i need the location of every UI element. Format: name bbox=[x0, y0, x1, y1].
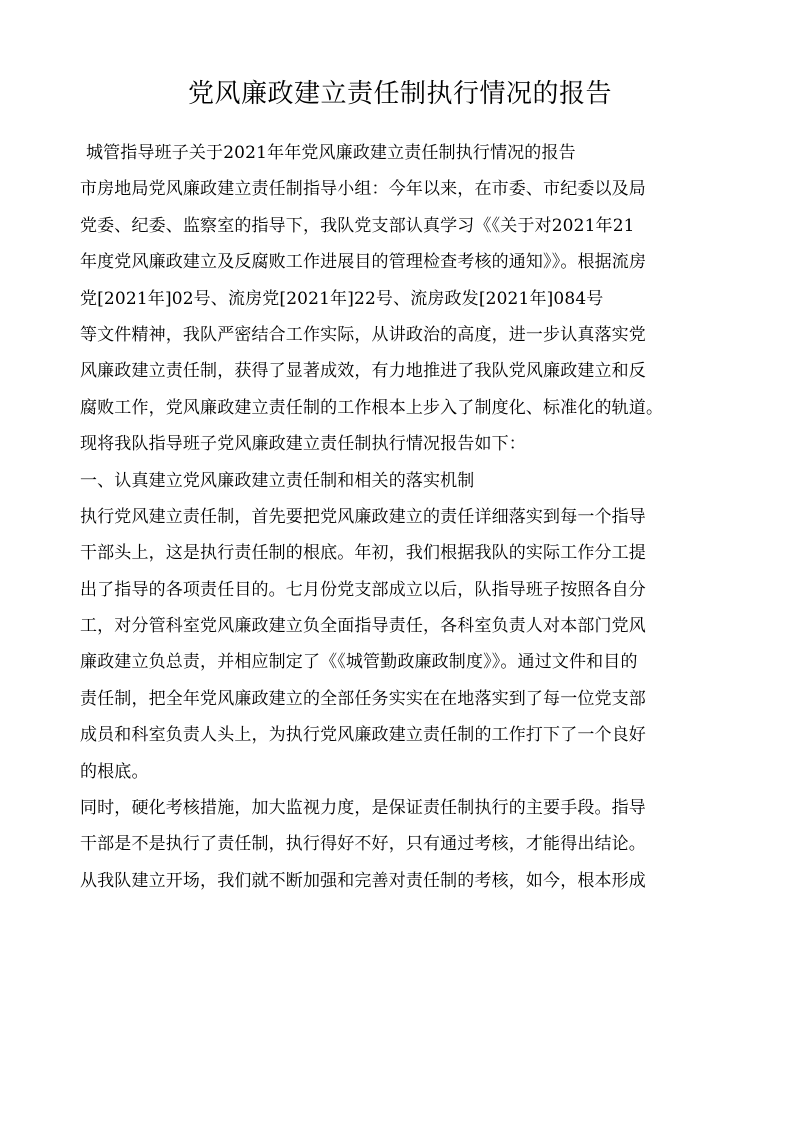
report-subtitle: 城管指导班子关于2021年年党风廉政建立责任制执行情况的报告 bbox=[86, 143, 576, 163]
body-line: 党[2021年]02号、流房党[2021年]22号、流房政发[2021年]084号 bbox=[80, 288, 604, 309]
body-line: 从我队建立开场，我们就不断加强和完善对责任制的考核，如今，根本形成 bbox=[80, 870, 646, 891]
body-line: 腐败工作，党风廉政建立责任制的工作根本上步入了制度化、标准化的轨道。 bbox=[80, 397, 664, 418]
document-body bbox=[80, 135, 720, 899]
body-line: 责任制，把全年党风廉政建立的全部任务实实在在地落实到了每一位党支部 bbox=[80, 688, 646, 709]
body-line: 干部是不是执行了责任制，执行得好不好，只有通过考核，才能得出结论。 bbox=[80, 834, 646, 855]
body-line: 成员和科室负责人头上，为执行党风廉政建立责任制的工作打下了一个良好 bbox=[80, 725, 646, 746]
body-line: 市房地局党风廉政建立责任制指导小组：今年以来，在市委、市纪委以及局 bbox=[80, 179, 646, 200]
body-line: 廉政建立负总责，并相应制定了《《城管勤政廉政制度》》。通过文件和目的 bbox=[80, 652, 638, 673]
body-line: 工，对分管科室党风廉政建立负全面指导责任，各科室负责人对本部门党风 bbox=[80, 616, 646, 637]
body-line: 执行党风建立责任制，首先要把党风廉政建立的责任详细落实到每一个指导 bbox=[80, 506, 646, 527]
body-line: 等文件精神，我队严密结合工作实际，从讲政治的高度，进一步认真落实党 bbox=[80, 324, 646, 345]
document-title: 党风廉政建立责任制执行情况的报告 bbox=[187, 79, 612, 109]
body-line: 的根底。 bbox=[80, 761, 149, 782]
body-line: 现将我队指导班子党风廉政建立责任制执行情况报告如下： bbox=[80, 434, 526, 455]
body-line: 年度党风廉政建立及反腐败工作进展目的管理检查考核的通知》》。根据流房 bbox=[80, 252, 647, 273]
body-line: 党委、纪委、监察室的指导下，我队党支部认真学习《《关于对2021年21 bbox=[80, 215, 635, 236]
section-heading: 一、认真建立党风廉政建立责任制和相关的落实机制 bbox=[80, 470, 475, 491]
body-line: 出了指导的各项责任目的。七月份党支部成立以后，队指导班子按照各自分 bbox=[80, 579, 646, 600]
body-line: 干部头上，这是执行责任制的根底。年初，我们根据我队的实际工作分工提 bbox=[80, 543, 646, 564]
body-line: 同时，硬化考核措施，加大监视力度，是保证责任制执行的主要手段。指导 bbox=[80, 798, 646, 819]
body-line: 风廉政建立责任制，获得了显著成效，有力地推进了我队党风廉政建立和反 bbox=[80, 361, 646, 382]
